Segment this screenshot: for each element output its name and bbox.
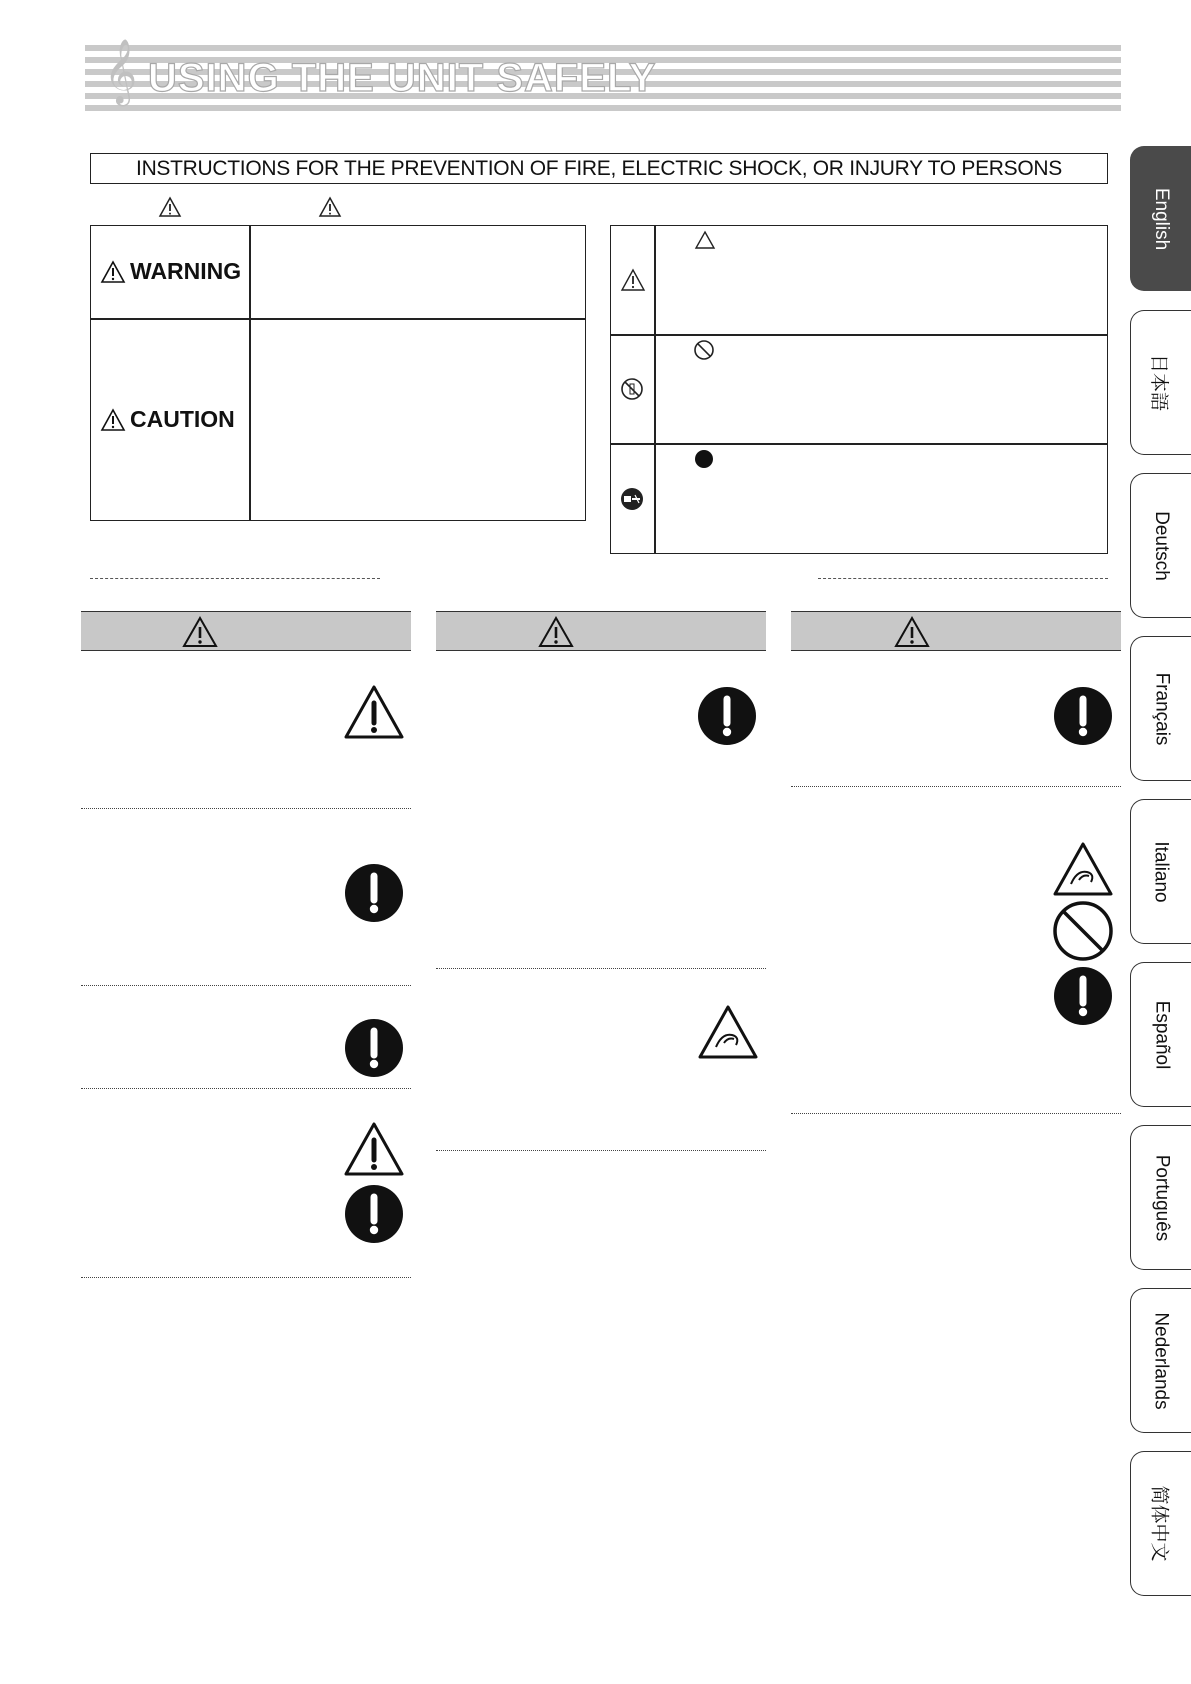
- warning-triangle-icon: [158, 196, 182, 218]
- mandatory-action-icon: [697, 686, 757, 746]
- pinch-hazard-icon: [1051, 840, 1115, 898]
- divider: [81, 1277, 411, 1278]
- pinch-hazard-icon: [696, 1003, 760, 1061]
- caution-triangle-icon: [318, 196, 342, 218]
- caution-triangle-icon: [100, 408, 126, 432]
- tab-deutsch[interactable]: Deutsch: [1130, 473, 1191, 618]
- treble-clef-icon: 𝄞: [104, 39, 138, 104]
- divider: [81, 1088, 411, 1089]
- tab-italiano[interactable]: Italiano: [1130, 799, 1191, 944]
- tab-espanol[interactable]: Español: [1130, 962, 1191, 1107]
- mandatory-action-icon: [344, 1018, 404, 1078]
- divider: [81, 985, 411, 986]
- tab-francais[interactable]: Français: [1130, 636, 1191, 781]
- tab-portugues[interactable]: Português: [1130, 1125, 1191, 1270]
- divider: [791, 1113, 1121, 1114]
- mandatory-dot-icon: [693, 448, 715, 470]
- mandatory-action-icon: [1053, 966, 1113, 1026]
- mandatory-action-icon: [344, 863, 404, 923]
- divider: [791, 786, 1121, 787]
- warning-triangle-icon: [100, 260, 126, 284]
- warning-triangle-icon: [342, 683, 406, 741]
- prohibited-icon: [1052, 900, 1114, 962]
- warning-column-header: [791, 611, 1121, 651]
- mandatory-action-icon: [1053, 686, 1113, 746]
- instructions-banner: INSTRUCTIONS FOR THE PREVENTION OF FIRE, ELECTRIC SHOCK, OR INJURY TO PERSONS: [90, 153, 1108, 184]
- tab-japanese[interactable]: 日本語: [1130, 310, 1191, 455]
- divider: [90, 578, 380, 579]
- warning-label: WARNING: [100, 258, 241, 285]
- warning-triangle-icon: [537, 615, 575, 649]
- divider: [818, 578, 1108, 579]
- caution-label: CAUTION: [100, 406, 235, 433]
- tab-english[interactable]: English: [1130, 146, 1191, 291]
- tab-chinese[interactable]: 简体中文: [1130, 1451, 1191, 1596]
- divider: [436, 1150, 766, 1151]
- mandatory-action-icon: [344, 1184, 404, 1244]
- prohibited-symbol-icon: [693, 339, 715, 361]
- triangle-symbol-icon: [694, 230, 716, 250]
- divider: [436, 968, 766, 969]
- warning-column-header: [436, 611, 766, 651]
- warning-column-header: [81, 611, 411, 651]
- page-title: USING THE UNIT SAFELY: [148, 56, 657, 100]
- divider: [81, 808, 411, 809]
- symbol-legend-table: [610, 225, 1108, 554]
- tab-nederlands[interactable]: Nederlands: [1130, 1288, 1191, 1433]
- unplug-icon: [619, 486, 645, 512]
- warning-triangle-icon: [893, 615, 931, 649]
- warning-triangle-icon: [181, 615, 219, 649]
- do-not-disassemble-icon: [620, 377, 644, 401]
- attention-triangle-icon: [620, 268, 646, 292]
- warning-triangle-icon: [342, 1120, 406, 1178]
